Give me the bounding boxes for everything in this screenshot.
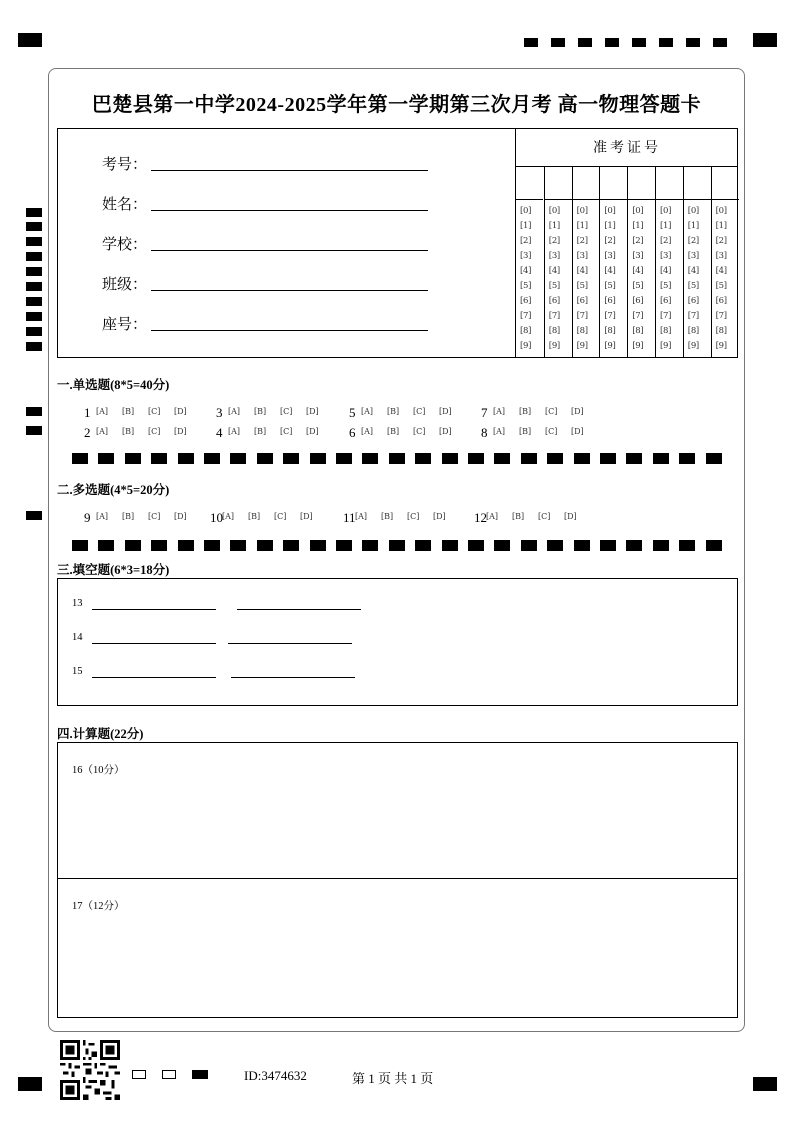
exam-number-label: 考号： (102, 155, 148, 173)
card-id: ID:3474632 (244, 1068, 307, 1083)
admission-digit-bubble[interactable]: [3] (604, 251, 616, 261)
separator-dash (547, 540, 563, 551)
option-bubble-d[interactable]: [D] (174, 407, 187, 416)
separator-dash (178, 540, 194, 551)
admission-digit-bubble[interactable]: [1] (687, 221, 699, 231)
admission-digit-bubble[interactable]: [1] (632, 221, 644, 231)
option-bubble-b[interactable]: [B] (122, 407, 135, 416)
separator-dash (389, 540, 405, 551)
admission-digit-bubble[interactable]: [4] (548, 266, 560, 276)
class-label: 班级： (102, 275, 148, 293)
admission-digit-bubble[interactable]: [4] (520, 266, 532, 276)
admission-digit-bubble[interactable]: [6] (632, 296, 644, 306)
option-bubble-d[interactable]: [D] (306, 427, 319, 436)
admission-digit-bubble[interactable]: [1] (660, 221, 672, 231)
question-number: 10 (210, 510, 223, 525)
admission-digit-bubble[interactable]: [0] (715, 206, 727, 216)
admission-digit-bubble[interactable]: [9] (576, 341, 588, 351)
top-timing-mark-1 (524, 38, 538, 47)
admission-digit-box[interactable] (600, 166, 627, 200)
left-timing-mark-4 (26, 252, 42, 261)
q14-blank-2[interactable] (228, 643, 352, 644)
admission-digit-bubble[interactable]: [3] (576, 251, 588, 261)
question-number: 2 (84, 425, 91, 440)
admission-digit-bubble[interactable]: [3] (520, 251, 532, 261)
separator-dash (257, 540, 273, 551)
admission-digit-bubble[interactable]: [5] (548, 281, 560, 291)
separator-dash (521, 540, 537, 551)
top-timing-mark-3 (578, 38, 592, 47)
option-bubble-c[interactable]: [C] (148, 512, 161, 521)
separator-dash (600, 540, 616, 551)
admission-digit-bubble[interactable]: [2] (715, 236, 727, 246)
admission-digit-bubble[interactable]: [1] (520, 221, 532, 231)
multi-choice-title: 二.多选题(4*5=20分) (57, 483, 170, 497)
option-bubble-b[interactable]: [B] (248, 512, 261, 521)
admission-digit-bubble[interactable]: [1] (715, 221, 727, 231)
separator-dash (415, 453, 431, 464)
option-bubble-d[interactable]: [D] (439, 427, 452, 436)
option-bubble-d[interactable]: [D] (300, 512, 313, 521)
q15-number: 15 (72, 666, 83, 677)
q16-answer-area[interactable] (57, 742, 738, 879)
separator-dash (415, 540, 431, 551)
separator-dash (626, 453, 642, 464)
admission-digit-bubble[interactable]: [9] (548, 341, 560, 351)
left-timing-mark-10 (26, 342, 42, 351)
admission-digit-bubble[interactable]: [5] (660, 281, 672, 291)
admission-digit-bubble[interactable]: [6] (687, 296, 699, 306)
separator-dash (362, 540, 378, 551)
option-bubble-d[interactable]: [D] (439, 407, 452, 416)
option-bubble-b[interactable]: [B] (519, 407, 532, 416)
separator-dash (706, 540, 722, 551)
admission-digit-box[interactable] (573, 166, 600, 200)
page-title: 巴楚县第一中学2024-2025学年第一学期第三次月考 高一物理答题卡 (91, 94, 702, 116)
option-bubble-c[interactable]: [C] (538, 512, 551, 521)
admission-digit-bubble[interactable]: [4] (604, 266, 616, 276)
admission-digit-bubble[interactable]: [2] (604, 236, 616, 246)
admission-digit-bubble[interactable]: [5] (715, 281, 727, 291)
separator-dash (600, 453, 616, 464)
option-bubble-a[interactable]: [A] (228, 427, 241, 436)
left-timing-mark-9 (26, 327, 42, 336)
left-timing-mark-3 (26, 237, 42, 246)
footer-mark-empty-1 (132, 1070, 146, 1079)
admission-digit-bubble[interactable]: [0] (520, 206, 532, 216)
admission-digit-box[interactable] (628, 166, 655, 200)
option-bubble-c[interactable]: [C] (274, 512, 287, 521)
option-bubble-a[interactable]: [A] (96, 512, 109, 521)
admission-digit-bubble[interactable]: [3] (687, 251, 699, 261)
admission-digit-bubble[interactable]: [5] (604, 281, 616, 291)
admission-digit-bubble[interactable]: [0] (687, 206, 699, 216)
admission-digit-bubble[interactable]: [2] (548, 236, 560, 246)
admission-digit-bubble[interactable]: [6] (520, 296, 532, 306)
admission-digit-bubble[interactable]: [6] (715, 296, 727, 306)
option-bubble-d[interactable]: [D] (174, 512, 187, 521)
admission-digit-bubble[interactable]: [4] (687, 266, 699, 276)
option-bubble-a[interactable]: [A] (228, 407, 241, 416)
admission-digit-box[interactable] (684, 166, 711, 200)
option-bubble-d[interactable]: [D] (571, 407, 584, 416)
q13-blank-1[interactable] (92, 609, 216, 610)
admission-digit-bubble[interactable]: [4] (576, 266, 588, 276)
school-field[interactable] (151, 250, 428, 251)
separator-dash (653, 540, 669, 551)
question-number: 9 (84, 510, 91, 525)
admission-column (655, 166, 683, 358)
admission-digit-bubble[interactable]: [9] (604, 341, 616, 351)
separator-dash (204, 453, 220, 464)
multi-timing-mark (26, 511, 42, 520)
admission-digit-bubble[interactable]: [2] (660, 236, 672, 246)
admission-digit-bubble[interactable]: [3] (660, 251, 672, 261)
admission-number-header: 准考证号 (516, 128, 738, 167)
option-bubble-c[interactable]: [C] (545, 427, 558, 436)
separator-dash (72, 540, 88, 551)
admission-column (572, 166, 600, 358)
admission-digit-bubble[interactable]: [7] (548, 311, 560, 321)
admission-digit-bubble[interactable]: [0] (548, 206, 560, 216)
admission-digit-bubble[interactable]: [8] (604, 326, 616, 336)
top-timing-mark-6 (659, 38, 673, 47)
separator-dash (310, 540, 326, 551)
separator-dashes-1 (72, 453, 724, 464)
admission-digit-box[interactable] (545, 166, 572, 200)
separator-dash (679, 540, 695, 551)
admission-digit-bubble[interactable]: [2] (576, 236, 588, 246)
question-number: 8 (481, 425, 488, 440)
class-field[interactable] (151, 290, 428, 291)
question-number: 7 (481, 405, 488, 420)
separator-dash (574, 453, 590, 464)
separator-dash (125, 453, 141, 464)
q15-blank-2[interactable] (231, 677, 355, 678)
name-field[interactable] (151, 210, 428, 211)
separator-dash (626, 540, 642, 551)
option-bubble-b[interactable]: [B] (387, 427, 400, 436)
name-label: 姓名： (102, 195, 148, 213)
separator-dash (310, 453, 326, 464)
exam-number-field[interactable] (151, 170, 428, 171)
admission-digit-bubble[interactable]: [8] (687, 326, 699, 336)
separator-dash (336, 453, 352, 464)
admission-digit-bubble[interactable]: [6] (548, 296, 560, 306)
option-bubble-a[interactable]: [A] (486, 512, 499, 521)
separator-dash (706, 453, 722, 464)
question-number: 3 (216, 405, 223, 420)
left-timing-mark-7 (26, 297, 42, 306)
option-bubble-c[interactable]: [C] (413, 427, 426, 436)
admission-digit-bubble[interactable]: [9] (520, 341, 532, 351)
admission-digit-bubble[interactable]: [7] (604, 311, 616, 321)
admission-digit-box[interactable] (656, 166, 683, 200)
left-timing-mark-8 (26, 312, 42, 321)
admission-digit-bubble[interactable]: [7] (576, 311, 588, 321)
qr-code-icon (60, 1040, 120, 1100)
option-bubble-b[interactable]: [B] (254, 427, 267, 436)
admission-column (516, 166, 544, 358)
admission-digit-bubble[interactable]: [7] (715, 311, 727, 321)
separator-dash (98, 453, 114, 464)
admission-column (599, 166, 627, 358)
admission-digit-bubble[interactable]: [7] (687, 311, 699, 321)
separator-dash (283, 540, 299, 551)
option-bubble-b[interactable]: [B] (381, 512, 394, 521)
footer-mark-empty-2 (162, 1070, 176, 1079)
option-bubble-a[interactable]: [A] (361, 407, 374, 416)
admission-digit-bubble[interactable]: [0] (576, 206, 588, 216)
admission-digit-bubble[interactable]: [5] (632, 281, 644, 291)
option-bubble-a[interactable]: [A] (493, 427, 506, 436)
admission-digit-bubble[interactable]: [8] (520, 326, 532, 336)
option-bubble-a[interactable]: [A] (355, 512, 368, 521)
admission-column (683, 166, 711, 358)
separator-dash (98, 540, 114, 551)
question-number: 1 (84, 405, 91, 420)
separator-dash (230, 453, 246, 464)
admission-digit-bubble[interactable]: [6] (604, 296, 616, 306)
admission-digit-bubble[interactable]: [9] (715, 341, 727, 351)
admission-digit-bubble[interactable]: [2] (520, 236, 532, 246)
separator-dash (257, 453, 273, 464)
admission-column (544, 166, 572, 358)
admission-digit-bubble[interactable]: [4] (715, 266, 727, 276)
option-bubble-a[interactable]: [A] (96, 427, 109, 436)
fill-blank-title: 三.填空题(6*3=18分) (57, 563, 170, 577)
option-bubble-b[interactable]: [B] (387, 407, 400, 416)
admission-digit-bubble[interactable]: [6] (660, 296, 672, 306)
seat-field[interactable] (151, 330, 428, 331)
admission-digit-bubble[interactable]: [5] (520, 281, 532, 291)
school-label: 学校： (102, 235, 148, 253)
separator-dash (468, 453, 484, 464)
admission-digit-bubble[interactable]: [5] (687, 281, 699, 291)
option-bubble-b[interactable]: [B] (512, 512, 525, 521)
left-timing-mark-1 (26, 208, 42, 217)
admission-digit-bubble[interactable]: [8] (715, 326, 727, 336)
option-bubble-a[interactable]: [A] (493, 407, 506, 416)
separator-dash (362, 453, 378, 464)
option-bubble-c[interactable]: [C] (280, 407, 293, 416)
q13-blank-2[interactable] (237, 609, 361, 610)
option-bubble-d[interactable]: [D] (571, 427, 584, 436)
separator-dash (72, 453, 88, 464)
admission-digit-bubble[interactable]: [6] (576, 296, 588, 306)
admission-digit-bubble[interactable]: [7] (660, 311, 672, 321)
left-timing-mark-6 (26, 282, 42, 291)
separator-dashes-2 (72, 540, 724, 551)
admission-digit-bubble[interactable]: [2] (632, 236, 644, 246)
option-bubble-b[interactable]: [B] (519, 427, 532, 436)
separator-dash (125, 540, 141, 551)
admission-digit-bubble[interactable]: [8] (632, 326, 644, 336)
option-bubble-c[interactable]: [C] (280, 427, 293, 436)
single-timing-mark-2 (26, 426, 42, 435)
separator-dash (547, 453, 563, 464)
admission-column (711, 166, 739, 358)
separator-dash (178, 453, 194, 464)
admission-digit-box[interactable] (712, 166, 739, 200)
q13-number: 13 (72, 598, 83, 609)
separator-dash (494, 453, 510, 464)
admission-number-grid (515, 128, 738, 358)
admission-digit-bubble[interactable]: [4] (632, 266, 644, 276)
admission-digit-bubble[interactable]: [2] (687, 236, 699, 246)
separator-dash (389, 453, 405, 464)
q14-number: 14 (72, 632, 83, 643)
q16-label: 16（10分） (72, 765, 125, 776)
admission-digit-bubble[interactable]: [7] (632, 311, 644, 321)
admission-digit-bubble[interactable]: [0] (604, 206, 616, 216)
option-bubble-b[interactable]: [B] (122, 512, 135, 521)
admission-digit-box[interactable] (516, 166, 543, 200)
admission-digit-bubble[interactable]: [1] (548, 221, 560, 231)
admission-digit-bubble[interactable]: [0] (660, 206, 672, 216)
seat-label: 座号： (102, 315, 148, 333)
option-bubble-d[interactable]: [D] (174, 427, 187, 436)
admission-digit-bubble[interactable]: [8] (548, 326, 560, 336)
option-bubble-a[interactable]: [A] (96, 407, 109, 416)
admission-digit-bubble[interactable]: [9] (660, 341, 672, 351)
separator-dash (230, 540, 246, 551)
fill-blank-box (57, 578, 738, 706)
admission-digit-bubble[interactable]: [8] (576, 326, 588, 336)
left-timing-mark-5 (26, 267, 42, 276)
separator-dash (336, 540, 352, 551)
admission-digit-bubble[interactable]: [4] (660, 266, 672, 276)
calculation-title: 四.计算题(22分) (57, 727, 144, 741)
question-number: 12 (474, 510, 487, 525)
page-indicator: 第 1 页 共 1 页 (352, 1071, 434, 1086)
option-bubble-d[interactable]: [D] (306, 407, 319, 416)
question-number: 5 (349, 405, 356, 420)
option-bubble-c[interactable]: [C] (545, 407, 558, 416)
top-timing-mark-2 (551, 38, 565, 47)
admission-digit-bubble[interactable]: [9] (687, 341, 699, 351)
admission-digit-bubble[interactable]: [8] (660, 326, 672, 336)
top-timing-mark-4 (605, 38, 619, 47)
option-bubble-c[interactable]: [C] (148, 407, 161, 416)
separator-dash (653, 453, 669, 464)
admission-digit-bubble[interactable]: [0] (632, 206, 644, 216)
admission-digit-bubble[interactable]: [7] (520, 311, 532, 321)
option-bubble-b[interactable]: [B] (254, 407, 267, 416)
admission-digit-bubble[interactable]: [1] (576, 221, 588, 231)
separator-dash (442, 453, 458, 464)
admission-digit-bubble[interactable]: [1] (604, 221, 616, 231)
q14-blank-1[interactable] (92, 643, 216, 644)
option-bubble-c[interactable]: [C] (407, 512, 420, 521)
separator-dash (679, 453, 695, 464)
separator-dash (204, 540, 220, 551)
question-number: 11 (343, 510, 356, 525)
footer-mark-filled (192, 1070, 208, 1079)
top-timing-mark-5 (632, 38, 646, 47)
single-choice-title: 一.单选题(8*5=40分) (57, 378, 170, 392)
top-timing-mark-8 (713, 38, 727, 47)
option-bubble-a[interactable]: [A] (361, 427, 374, 436)
admission-column (627, 166, 655, 358)
option-bubble-d[interactable]: [D] (564, 512, 577, 521)
separator-dash (151, 540, 167, 551)
separator-dash (574, 540, 590, 551)
admission-digit-bubble[interactable]: [3] (715, 251, 727, 261)
registration-mark-bottom-right (753, 1077, 777, 1091)
registration-mark-top-right (753, 33, 777, 47)
top-timing-mark-7 (686, 38, 700, 47)
separator-dash (521, 453, 537, 464)
q17-label: 17（12分） (72, 901, 125, 912)
separator-dash (151, 453, 167, 464)
question-number: 4 (216, 425, 223, 440)
admission-digit-bubble[interactable]: [5] (576, 281, 588, 291)
q17-answer-area[interactable] (57, 878, 738, 1018)
q15-blank-1[interactable] (92, 677, 216, 678)
admission-digit-bubble[interactable]: [3] (548, 251, 560, 261)
admission-digit-bubble[interactable]: [3] (632, 251, 644, 261)
registration-mark-top-left (18, 33, 42, 47)
separator-dash (468, 540, 484, 551)
left-timing-mark-2 (26, 222, 42, 231)
option-bubble-c[interactable]: [C] (413, 407, 426, 416)
admission-digit-bubble[interactable]: [9] (632, 341, 644, 351)
option-bubble-b[interactable]: [B] (122, 427, 135, 436)
option-bubble-c[interactable]: [C] (148, 427, 161, 436)
question-number: 6 (349, 425, 356, 440)
separator-dash (283, 453, 299, 464)
registration-mark-bottom-left (18, 1077, 42, 1091)
option-bubble-a[interactable]: [A] (222, 512, 235, 521)
single-timing-mark-1 (26, 407, 42, 416)
option-bubble-d[interactable]: [D] (433, 512, 446, 521)
separator-dash (442, 540, 458, 551)
separator-dash (494, 540, 510, 551)
